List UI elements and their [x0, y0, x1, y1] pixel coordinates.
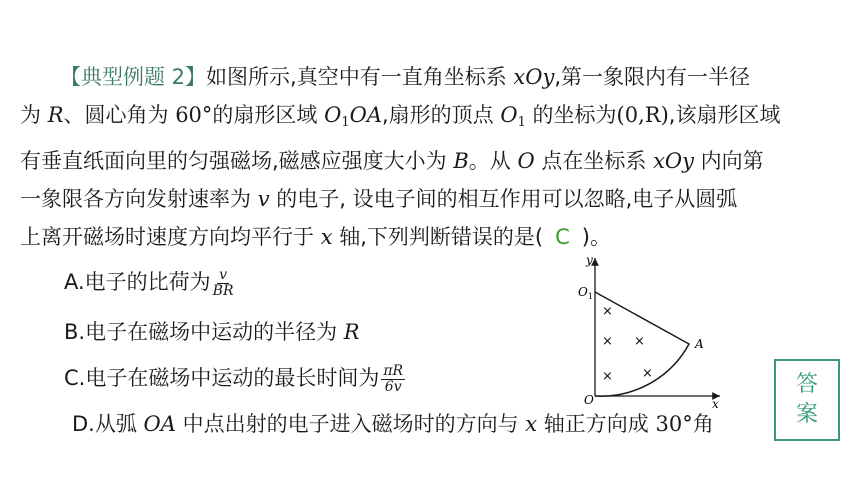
- question-line-4: 一象限各方向发射速率为 v 的电子, 设电子间的相互作用可以忽略,电子从圆弧: [20, 187, 738, 211]
- answer-value: C: [555, 225, 570, 249]
- field-cross: ×: [634, 334, 645, 349]
- fraction-a: $\frac{v}{BR}$: [212, 266, 234, 299]
- emphasis-char: 误: [471, 225, 493, 249]
- option-a: A.电子的比荷为 $\frac{v}{BR}$: [64, 266, 234, 299]
- field-cross: ×: [602, 334, 613, 349]
- question-line-5: 上离开磁场时速度方向均平行于 x 轴,下列判断错误的是( C )。: [20, 225, 611, 249]
- fraction-c: $\frac{\pi R}{6v}$: [383, 362, 404, 395]
- emphasis-char: 错: [450, 225, 472, 249]
- x-axis-label: x: [712, 397, 719, 410]
- point-a-label: A: [695, 337, 704, 351]
- origin-label: O: [584, 393, 594, 407]
- field-cross: ×: [642, 366, 653, 381]
- question-line-3: 有垂直纸面向里的匀强磁场,磁感应强度大小为 B。从 O 点在坐标系 xOy 内向第: [20, 149, 764, 173]
- option-c: C.电子在磁场中运动的最长时间为 $\frac{\pi R}{6v}$: [64, 362, 404, 395]
- field-cross: ×: [602, 369, 613, 384]
- example-tag: 【典型例题 2】: [60, 65, 207, 89]
- answer-button[interactable]: 答 案: [774, 359, 840, 441]
- question-stem: [20, 58, 850, 256]
- option-d: D.从弧 OA 中点出射的电子进入磁场时的方向与 x 轴正方向成 30°角: [72, 412, 714, 436]
- sector-figure: [560, 250, 730, 410]
- question-line-2: 为 R、圆心角为 60°的扇形区域 $O_1OA$,扇形的顶点 $O_1$ 的坐标为(0,R),该扇形区域: [20, 103, 781, 130]
- o1-label: $O_1$: [578, 285, 593, 301]
- option-b: B.电子在磁场中运动的半径为 R: [64, 320, 360, 344]
- question-line-1: 【典型例题 2】如图所示,真空中有一直角坐标系 xOy,第一象限内有一半径: [60, 65, 751, 89]
- y-axis-label: y: [586, 253, 593, 267]
- field-cross: ×: [602, 304, 613, 319]
